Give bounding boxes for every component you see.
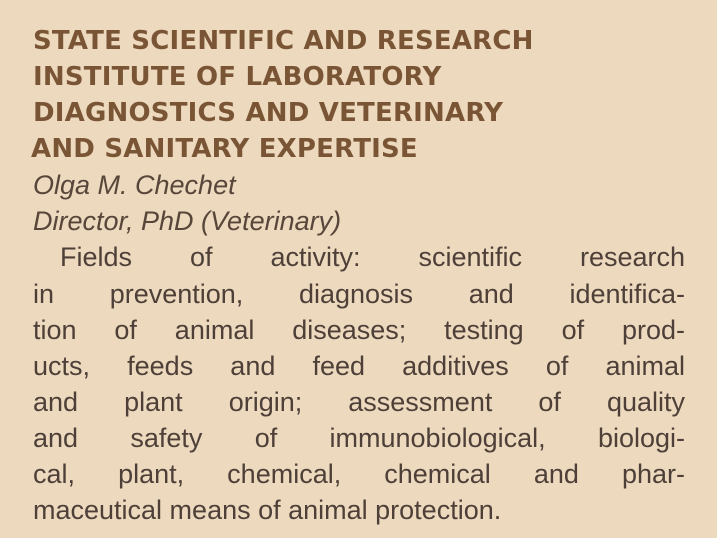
institute-title-line-2: INSTITUTE OF LABORATORY xyxy=(33,62,442,92)
description-line-1: Fields of activity: scientific research xyxy=(60,242,685,272)
description-line-7: cal, plant, chemical, chemical and phar- xyxy=(33,459,685,489)
institute-title-line-1: STATE SCIENTIFIC AND RESEARCH xyxy=(33,26,534,56)
institute-title-line-4: AND SANITARY EXPERTISE xyxy=(31,134,418,164)
description-line-5: and plant origin; assessment of quality xyxy=(33,387,685,417)
person-name: Olga M. Chechet xyxy=(33,170,236,200)
description-line-6: and safety of immunobiological, biologi- xyxy=(33,423,685,453)
institute-title-line-3: DIAGNOSTICS AND VETERINARY xyxy=(33,98,504,128)
description-line-3: tion of animal diseases; testing of prod- xyxy=(33,315,685,345)
description-line-4: ucts, feeds and feed additives of animal xyxy=(33,351,685,381)
person-position: Director, PhD (Veterinary) xyxy=(33,206,342,236)
description-line-8: maceutical means of animal protection. xyxy=(33,495,502,525)
description-line-2: in prevention, diagnosis and identifica- xyxy=(33,279,685,309)
